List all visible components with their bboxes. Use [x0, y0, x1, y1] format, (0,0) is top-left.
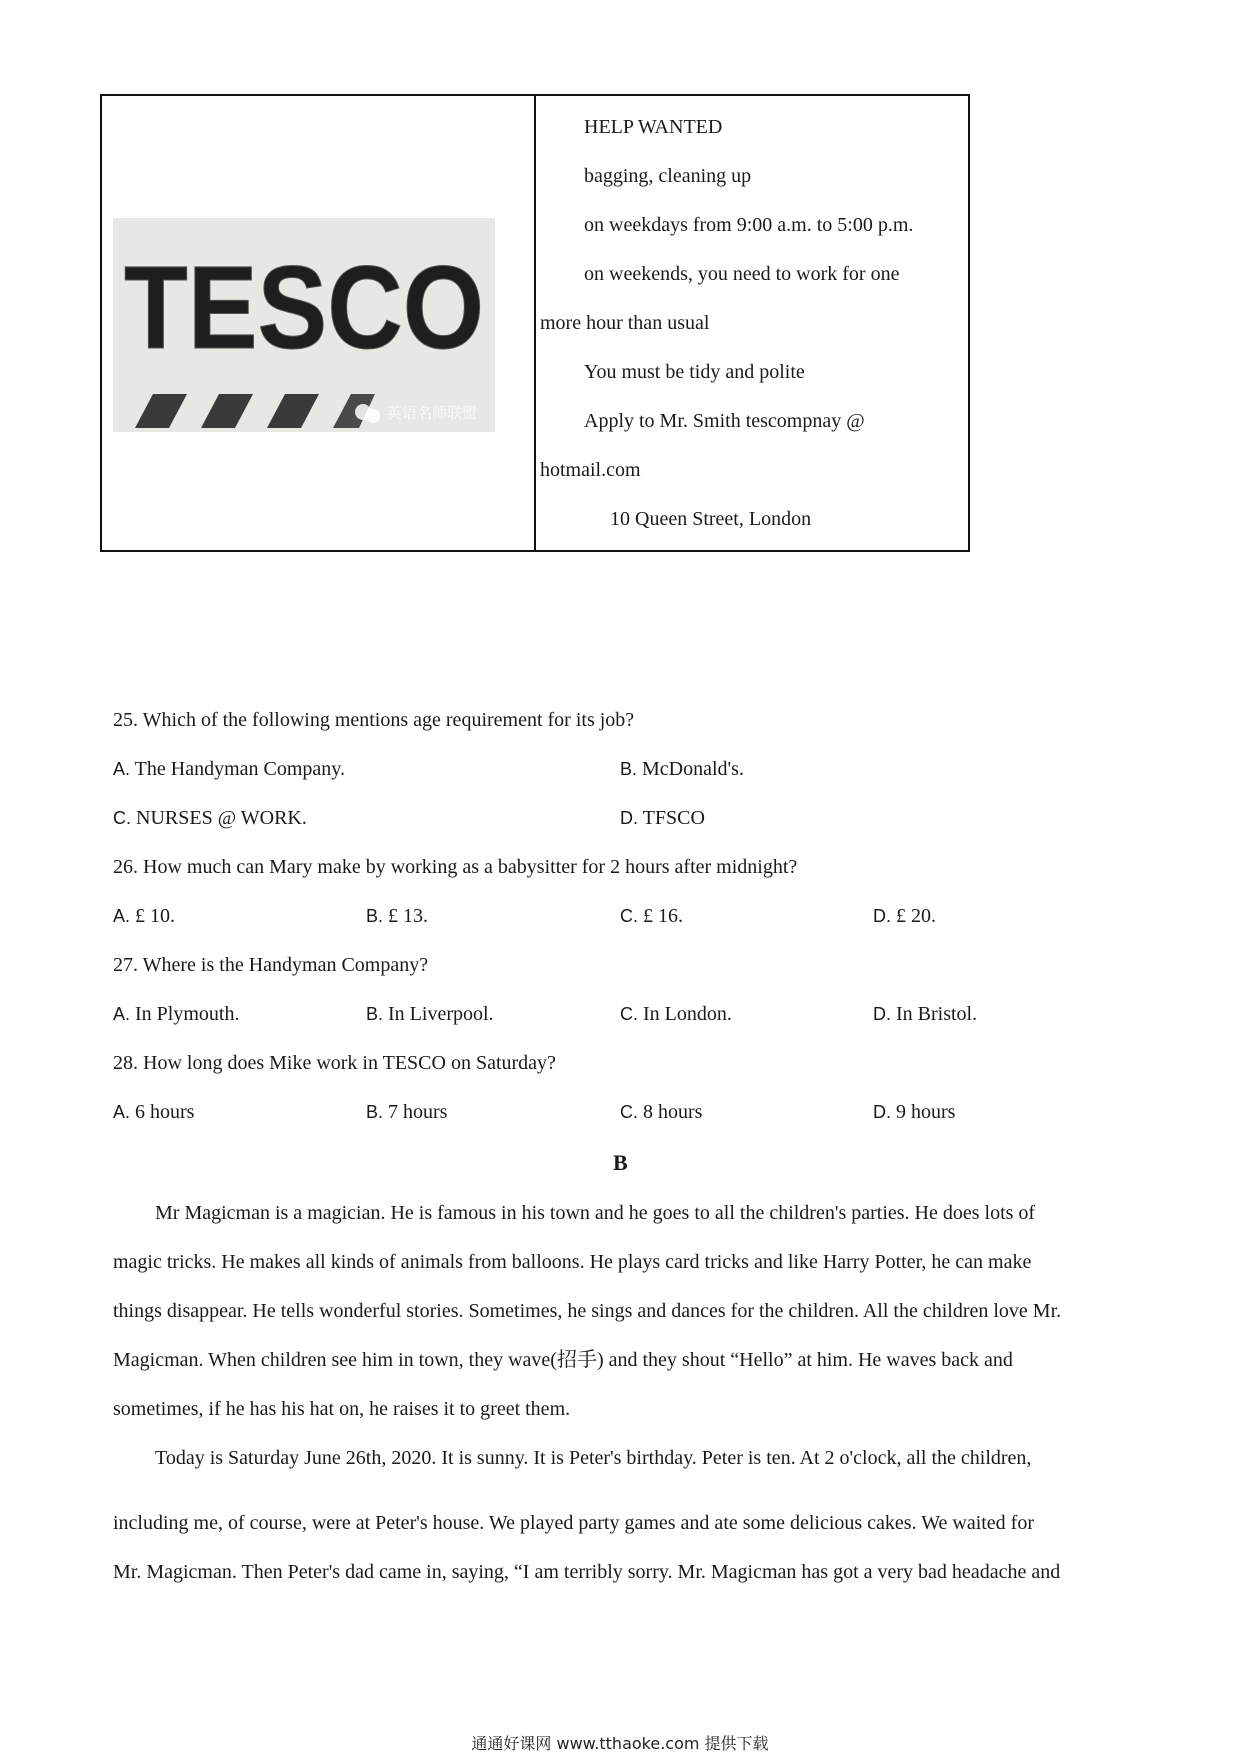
question-27-stem: 27. Where is the Handyman Company?	[113, 954, 429, 976]
option-text: 7 hours	[388, 1101, 448, 1123]
option-letter: C.	[620, 1004, 638, 1024]
option-text: 8 hours	[643, 1101, 703, 1123]
option-letter: D.	[873, 906, 891, 926]
question-26-option-c	[620, 905, 683, 928]
question-26-option-a	[113, 905, 175, 928]
option-text: 6 hours	[135, 1101, 195, 1123]
option-letter: D.	[873, 1102, 891, 1122]
passage-line: including me, of course, were at Peter's house. We played party games and ate some delicious cakes. We waited for	[113, 1512, 1035, 1534]
option-letter: B.	[366, 906, 384, 926]
question-27-option-d	[873, 1003, 977, 1026]
question-25-option-a	[113, 758, 345, 781]
question-28-stem: 28. How long does Mike work in TESCO on Saturday?	[113, 1052, 556, 1074]
page-footer: 通通好课网 www.tthaoke.com 提供下载	[471, 1734, 769, 1753]
tesco-logo-graphic	[113, 218, 495, 432]
ad-logo-cell	[102, 96, 536, 550]
passage-paragraph-1	[113, 1189, 1133, 1434]
ad-weekday-hours: on weekdays from 9:00 a.m. to 5:00 p.m.	[584, 214, 914, 236]
option-text: £ 20.	[896, 905, 936, 927]
question-25-option-d	[620, 807, 705, 830]
option-text: In London.	[643, 1003, 732, 1025]
question-26-option-d	[873, 905, 936, 928]
tesco-logo-image	[113, 218, 495, 432]
option-letter: B.	[366, 1004, 384, 1024]
ad-weekend-hours-cont: more hour than usual	[540, 312, 710, 334]
option-text: 9 hours	[896, 1101, 956, 1123]
watermark-text: 英语名师联盟	[387, 404, 478, 422]
question-26-option-b	[366, 905, 428, 928]
passage-line: magic tricks. He makes all kinds of animals from balloons. He plays card tricks and like Harry Potter, he can make	[113, 1251, 1032, 1273]
ad-requirement: You must be tidy and polite	[584, 361, 805, 383]
option-letter: A.	[113, 1004, 131, 1024]
question-28-option-a	[113, 1101, 194, 1124]
question-28-option-b	[366, 1101, 447, 1124]
option-letter: A.	[113, 1102, 131, 1122]
option-letter: A.	[113, 906, 131, 926]
passage-paragraph-2	[113, 1434, 1133, 1597]
option-text: £ 13.	[388, 905, 429, 927]
passage-line: Mr Magicman is a magician. He is famous in his town and he goes to all the children's parties. He does lots of	[155, 1202, 1036, 1224]
option-letter: B.	[620, 759, 638, 779]
option-text: The Handyman Company.	[134, 758, 345, 780]
ad-text-cell	[536, 96, 968, 550]
option-letter: B.	[366, 1102, 384, 1122]
ad-heading: HELP WANTED	[584, 116, 723, 138]
option-letter: C.	[113, 808, 131, 828]
ad-duties: bagging, cleaning up	[584, 165, 752, 187]
question-25-option-c	[113, 807, 307, 830]
option-text: NURSES @ WORK.	[136, 807, 307, 829]
passage-line: things disappear. He tells wonderful stories. Sometimes, he sings and dances for the children. All the children love Mr.	[113, 1300, 1062, 1322]
ad-apply: Apply to Mr. Smith tescompnay @	[584, 410, 865, 432]
option-letter: C.	[620, 906, 638, 926]
passage-line: Today is Saturday June 26th, 2020. It is sunny. It is Peter's birthday. Peter is ten. At 2 o'clock, all the children,	[155, 1447, 1032, 1469]
question-27-option-b	[366, 1003, 494, 1026]
passage-line: sometimes, if he has his hat on, he raises it to greet them.	[113, 1398, 571, 1420]
passage-line: Mr. Magicman. Then Peter's dad came in, saying, “I am terribly sorry. Mr. Magicman has got a very bad headache and	[113, 1561, 1061, 1583]
tesco-logo-word: TESCO	[124, 242, 484, 374]
option-text: McDonald's.	[642, 758, 744, 780]
question-27-option-a	[113, 1003, 239, 1026]
question-26-stem: 26. How much can Mary make by working as a babysitter for 2 hours after midnight?	[113, 856, 798, 878]
option-text: £ 10.	[135, 905, 176, 927]
option-letter: D.	[620, 808, 638, 828]
option-text: In Plymouth.	[135, 1003, 240, 1025]
help-wanted-ad-table	[100, 94, 970, 552]
option-text: £ 16.	[643, 905, 683, 927]
tesco-stripes	[135, 394, 375, 428]
question-28-option-c	[620, 1101, 702, 1124]
question-25-option-b	[620, 758, 744, 781]
option-letter: A.	[113, 759, 131, 779]
option-text: In Liverpool.	[388, 1003, 494, 1025]
question-27-option-c	[620, 1003, 732, 1026]
passage-line: Magicman. When children see him in town, they wave(招手) and they shout “Hello” at him. He waves back and	[113, 1349, 1013, 1371]
ad-weekend-hours: on weekends, you need to work for one	[584, 263, 900, 285]
option-text: TFSCO	[642, 807, 705, 829]
option-letter: C.	[620, 1102, 638, 1122]
question-28-option-d	[873, 1101, 955, 1124]
section-b-title: B	[613, 1150, 628, 1175]
option-text: In Bristol.	[896, 1003, 978, 1025]
question-25-stem: 25. Which of the following mentions age requirement for its job?	[113, 709, 635, 731]
ad-email-domain: hotmail.com	[540, 459, 641, 481]
ad-address: 10 Queen Street, London	[610, 508, 812, 530]
option-letter: D.	[873, 1004, 891, 1024]
